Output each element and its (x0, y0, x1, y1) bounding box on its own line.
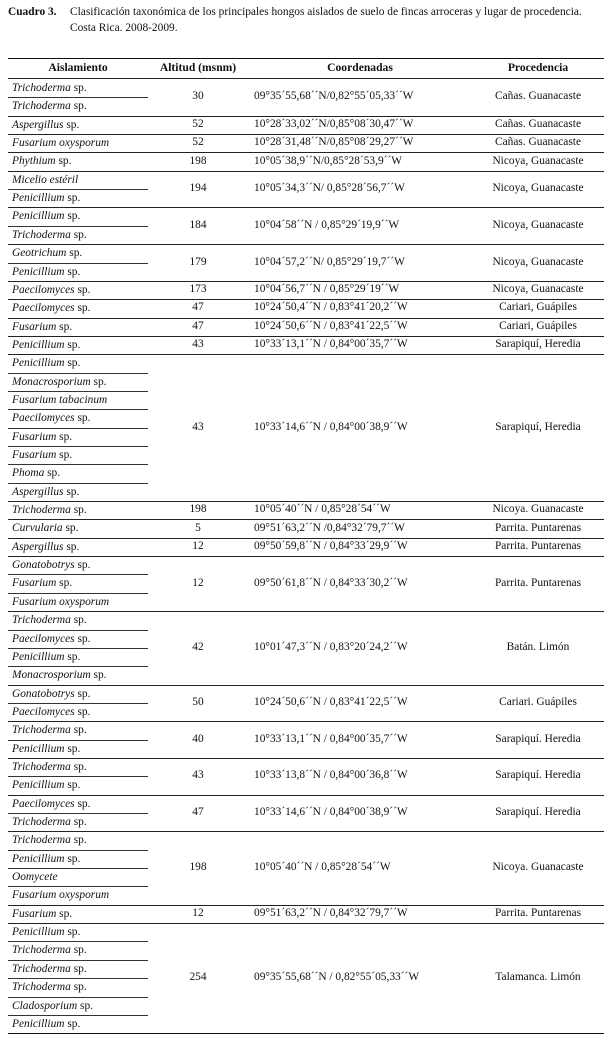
isolate-name (12, 318, 72, 336)
isolate-suffix: sp. (74, 687, 91, 700)
isolate-genus: Monacrosporium (12, 375, 91, 388)
isolate-name (12, 997, 93, 1015)
isolate-suffix: sp. (70, 614, 87, 627)
altitud-cell: 52 (192, 117, 204, 130)
altitud-cell: 30 (192, 90, 204, 103)
isolate-name (12, 538, 79, 556)
isolate-suffix: sp. (66, 247, 83, 260)
isolate-genus: Paecilomyces (12, 283, 75, 296)
isolate-genus: Micelio estéril (12, 173, 79, 186)
isolate-suffix: sp. (70, 100, 87, 113)
coordenadas-cell: 10°04´58´´N / 0,85°29´19,9´´W (254, 218, 400, 231)
isolate-name (12, 776, 80, 794)
procedencia-cell: Cañas. Guanacaste (494, 117, 582, 130)
isolate-name (12, 556, 90, 574)
procedencia-cell: Talamanca. Limón (495, 971, 581, 984)
isolate-genus: Trichoderma (12, 834, 71, 847)
procedencia-cell: Cañas. Guanacaste (494, 90, 582, 103)
group-rule (8, 923, 604, 924)
isolate-name (12, 941, 87, 959)
procedencia-cell: Parrita. Puntarenas (494, 539, 582, 552)
isolate-genus: Aspergillus (12, 540, 64, 553)
isolate-suffix: sp. (56, 907, 73, 920)
isolate-name (12, 299, 90, 317)
procedencia-cell: Batán. Limón (506, 640, 570, 653)
isolate-suffix: sp. (70, 82, 87, 94)
altitud-cell: 12 (192, 539, 204, 552)
isolate-name (12, 116, 79, 134)
isolate-suffix: sp. (74, 797, 91, 810)
isolate-name (12, 281, 90, 299)
isolate-suffix: sp. (64, 650, 81, 663)
isolate-suffix: sp. (64, 926, 81, 939)
isolate-genus: Curvularia (12, 522, 63, 535)
isolate-suffix: sp. (56, 449, 73, 461)
isolate-name (12, 79, 87, 97)
isolate-name (12, 923, 80, 941)
isolate-suffix: sp. (74, 283, 91, 296)
group-rule (8, 831, 604, 832)
coordenadas-cell: 09°50´59,8´´N / 0,84°33´29,9´´W (254, 539, 408, 552)
coordenadas-cell: 10°24´50,4´´N / 0,83°41´20,2´´W (254, 301, 408, 314)
coordenadas-cell: 09°50´61,8´´N / 0,84°33´30,2´´W (254, 576, 408, 589)
isolate-suffix: sp. (77, 999, 94, 1012)
altitud-cell: 198 (189, 503, 207, 516)
isolate-name (12, 978, 87, 996)
group-rule (8, 336, 604, 337)
table-caption (8, 4, 604, 36)
isolate-suffix: sp. (70, 962, 87, 975)
isolate-genus: Penicillium (12, 926, 65, 939)
procedencia-cell: Cariari. Guápiles (499, 695, 577, 708)
group-rule (8, 501, 604, 502)
isolate-genus: Trichoderma (12, 614, 71, 627)
altitud-cell: 12 (192, 906, 204, 919)
header-bottom-rule (8, 78, 604, 79)
altitud-cell: 254 (189, 971, 207, 984)
procedencia-cell: Nicoya, Guanacaste (492, 218, 584, 231)
coordenadas-cell: 09°35´55,68´´N/0,82°55´05,33´´W (254, 90, 414, 103)
procedencia-cell: Cariari, Guápiles (499, 319, 577, 332)
isolate-genus: Gonatobotrys (12, 687, 75, 700)
altitud-cell: 179 (189, 255, 207, 268)
altitud-cell: 12 (192, 576, 204, 589)
isolate-genus: Paecilomyces (12, 632, 75, 645)
isolate-suffix: sp. (56, 430, 73, 443)
isolate-genus: Monacrosporium (12, 669, 91, 682)
isolate-name (12, 134, 109, 152)
coordenadas-cell: 09°51´63,2´´N / 0,84°32´79,7´´W (254, 906, 408, 919)
isolate-genus: Penicillium (12, 742, 65, 755)
isolate-suffix: sp. (64, 779, 81, 792)
procedencia-cell: Nicoya. Guanacaste (492, 861, 584, 874)
isolate-suffix: sp. (74, 302, 91, 315)
isolate-suffix: sp. (74, 559, 91, 572)
altitud-cell: 52 (192, 136, 204, 149)
isolate-name (12, 152, 71, 170)
isolate-name (12, 428, 72, 446)
isolate-name (12, 630, 90, 648)
isolate-name (12, 207, 80, 225)
group-rule (8, 538, 604, 539)
group-rule (8, 244, 604, 245)
isolate-name (12, 226, 87, 244)
isolate-genus: Penicillium (12, 779, 65, 792)
isolate-name (12, 519, 78, 537)
coordenadas-cell: 10°05´38,9´´N/0,85°28´53,9´´W (254, 154, 402, 167)
procedencia-cell: Sarapiquí, Heredia (495, 338, 581, 351)
isolate-name (12, 740, 80, 758)
group-rule (8, 519, 604, 520)
isolate-genus: Phythium (12, 155, 56, 168)
coordenadas-cell: 10°33´14,6´´N / 0,84°00´38,9´´W (254, 806, 408, 818)
isolate-name (12, 336, 80, 354)
group-rule (8, 611, 604, 612)
isolate-name (12, 244, 82, 262)
group-rule (8, 207, 604, 208)
isolate-genus: Paecilomyces (12, 705, 75, 718)
isolate-genus: Fusarium (12, 577, 57, 590)
header-altitud: Altitud (msnm) (159, 61, 237, 74)
isolate-genus: Aspergillus (12, 118, 64, 131)
altitud-cell: 42 (192, 640, 204, 653)
altitud-cell: 194 (189, 182, 207, 195)
isolate-genus: Penicillium (12, 265, 65, 278)
isolate-genus: Fusarium oxysporum (12, 595, 110, 608)
altitud-cell: 40 (192, 732, 204, 745)
isolate-suffix: sp. (44, 467, 61, 480)
isolate-name (12, 354, 80, 372)
isolate-suffix: sp. (70, 944, 87, 957)
isolate-suffix: sp. (70, 504, 87, 517)
group-rule (8, 685, 604, 686)
isolate-name (12, 813, 87, 831)
isolate-suffix: sp. (62, 522, 79, 535)
isolate-suffix: sp. (90, 375, 107, 388)
coordenadas-cell: 10°33´13,1´´N / 0,84°00´35,7´´W (254, 732, 408, 745)
procedencia-cell: Cariari, Guápiles (499, 301, 577, 314)
altitud-cell: 47 (192, 301, 204, 314)
isolate-suffix: sp. (74, 412, 91, 425)
isolate-genus: Trichoderma (12, 724, 71, 737)
isolate-genus: Trichoderma (12, 100, 71, 113)
altitud-cell: 198 (189, 154, 207, 167)
isolate-genus: Trichoderma (12, 228, 71, 241)
isolate-genus: Fusarium (12, 320, 57, 333)
procedencia-cell: Nicoya, Guanacaste (492, 255, 584, 268)
isolate-name (12, 886, 109, 904)
isolate-genus: Trichoderma (12, 816, 71, 828)
isolate-name (12, 483, 79, 501)
altitud-cell: 5 (195, 521, 201, 534)
group-rule (8, 905, 604, 906)
caption-text: Clasificación taxonómica de los principales hongos aislados de suelo de fincas arroceras y lugar de procedencia. Costa Rica. 2008-2009. (70, 6, 582, 34)
group-rule (8, 299, 604, 300)
altitud-cell: 184 (189, 218, 207, 231)
isolate-name (12, 1015, 80, 1033)
coordenadas-cell: 10°04´57,2´´N/ 0,85°29´19,7´´W (254, 255, 405, 268)
isolate-genus: Cladosporium (12, 999, 78, 1012)
isolate-genus: Geotrichum (12, 247, 67, 260)
isolate-suffix: sp. (64, 338, 81, 351)
isolate-genus: Oomycete (12, 871, 58, 884)
coordenadas-cell: 10°33´13,8´´N / 0,84°00´36,8´´W (254, 769, 408, 782)
altitud-cell: 50 (192, 695, 204, 708)
isolate-genus: Aspergillus (12, 485, 64, 498)
isolate-name (12, 905, 72, 923)
isolate-name (12, 685, 90, 703)
isolate-name (12, 501, 87, 519)
coordenadas-cell: 10°05´34,3´´N/ 0,85°28´56,7´´W (254, 182, 405, 195)
group-rule (8, 116, 604, 117)
isolate-genus: Fusarium (12, 430, 57, 443)
isolate-genus: Penicillium (12, 338, 65, 351)
isolate-suffix: sp. (63, 118, 80, 131)
isolate-genus: Paecilomyces (12, 412, 75, 425)
coordenadas-cell: 10°01´47,3´´N / 0,83°20´24,2´´W (254, 640, 408, 653)
altitud-cell: 43 (192, 338, 204, 351)
isolate-name (12, 593, 109, 611)
procedencia-cell: Sarapiquí. Heredia (495, 769, 581, 782)
altitud-cell: 43 (192, 769, 204, 782)
isolate-suffix: sp. (64, 1017, 81, 1030)
procedencia-cell: Sarapiquí. Heredia (495, 732, 581, 745)
isolate-suffix: sp. (70, 724, 87, 737)
coordenadas-cell: 10°33´14,6´´N / 0,84°00´38,9´´W (254, 420, 408, 433)
isolate-name (12, 868, 58, 886)
altitud-cell: 47 (192, 806, 204, 818)
isolate-genus: Trichoderma (12, 981, 71, 994)
isolate-genus: Trichoderma (12, 760, 71, 773)
procedencia-cell: Nicoya, Guanacaste (492, 283, 584, 296)
group-rule (8, 354, 604, 355)
isolate-genus: Trichoderma (12, 962, 71, 975)
isolate-name (12, 795, 90, 813)
isolate-name (12, 850, 80, 868)
isolate-name (12, 409, 90, 427)
coordenadas-cell: 10°24´50,6´´N / 0,83°41´22,5´´W (254, 695, 408, 708)
isolate-genus: Fusarium oxysporum (12, 137, 110, 150)
isolate-name (12, 574, 72, 592)
procedencia-cell: Sarapiquí, Heredia (495, 420, 581, 433)
caption-number: Cuadro 3. (8, 6, 57, 18)
isolate-genus: Trichoderma (12, 944, 71, 957)
isolate-name (12, 373, 107, 391)
altitud-cell: 198 (189, 861, 207, 874)
group-rule (8, 556, 604, 557)
isolate-genus: Penicillium (12, 852, 65, 865)
isolate-suffix: sp. (63, 485, 80, 498)
isolate-genus: Penicillium (12, 357, 65, 370)
coordenadas-cell: 10°28´33,02´´N/0,85°08´30,47´´W (254, 117, 414, 130)
procedencia-cell: Cañas. Guanacaste (494, 136, 582, 149)
isolate-name (12, 648, 80, 666)
procedencia-cell: Nicoya. Guanacaste (492, 503, 584, 516)
procedencia-cell: Parrita. Puntarenas (494, 576, 582, 589)
group-rule (8, 318, 604, 319)
isolate-name (12, 446, 72, 464)
isolate-suffix: sp. (64, 357, 81, 370)
isolate-suffix: sp. (64, 742, 81, 755)
isolate-name (12, 703, 90, 721)
isolate-name (12, 666, 107, 684)
isolate-name (12, 171, 78, 189)
isolate-genus: Penicillium (12, 1017, 65, 1030)
isolate-genus: Paecilomyces (12, 797, 75, 810)
isolate-genus: Fusarium (12, 449, 57, 461)
isolate-suffix: sp. (64, 192, 81, 205)
header-procedencia: Procedencia (507, 61, 569, 74)
isolate-name (12, 97, 87, 115)
isolate-suffix: sp. (70, 760, 87, 773)
isolate-genus: Paecilomyces (12, 302, 75, 315)
coordenadas-cell: 10°05´40´´N / 0,85°28´54´´W (254, 861, 391, 874)
isolate-name (12, 611, 87, 629)
group-rule (8, 1033, 604, 1034)
isolate-name (12, 464, 60, 482)
isolate-suffix: sp. (56, 320, 73, 333)
group-rule (8, 721, 604, 722)
isolate-genus: Fusarium (12, 907, 57, 920)
isolate-name (12, 721, 87, 739)
altitud-cell: 173 (189, 283, 207, 296)
isolate-name (12, 391, 107, 409)
coordenadas-cell: 10°24´50,6´´N / 0,83°41´22,5´´W (254, 319, 408, 332)
header-aislamiento: Aislamiento (48, 61, 108, 74)
coordenadas-cell: 10°28´31,48´´N/0,85°08´29,27´´W (254, 136, 414, 149)
isolate-genus: Trichoderma (12, 82, 71, 94)
isolate-suffix: sp. (64, 265, 81, 278)
isolate-suffix: sp. (70, 834, 87, 847)
group-rule (8, 281, 604, 282)
isolate-suffix: sp. (55, 155, 72, 168)
isolate-suffix: sp. (56, 577, 73, 590)
isolate-suffix: sp. (70, 228, 87, 241)
altitud-cell: 47 (192, 319, 204, 332)
procedencia-cell: Parrita. Puntarenas (494, 906, 582, 919)
procedencia-cell: Nicoya, Guanacaste (492, 182, 584, 195)
isolate-suffix: sp. (63, 540, 80, 553)
group-rule (8, 795, 604, 796)
isolate-suffix: sp. (74, 705, 91, 718)
isolate-name (12, 758, 87, 776)
coordenadas-cell: 09°51´63,2´´N /0,84°32´79,7´´W (254, 521, 405, 534)
isolate-name (12, 831, 87, 849)
isolate-genus: Penicillium (12, 650, 65, 663)
isolate-suffix: sp. (70, 816, 87, 828)
isolate-suffix: sp. (90, 669, 107, 682)
isolate-genus: Penicillium (12, 192, 65, 205)
group-rule (8, 171, 604, 172)
isolate-genus: Trichoderma (12, 504, 71, 517)
isolate-name (12, 263, 80, 281)
group-rule (8, 152, 604, 153)
altitud-cell: 43 (192, 420, 204, 433)
isolate-suffix: sp. (64, 852, 81, 865)
procedencia-cell: Nicoya, Guanacaste (492, 154, 584, 167)
isolate-genus: Gonatobotrys (12, 559, 75, 572)
isolate-genus: Fusarium tabacinum (12, 393, 108, 406)
isolate-genus: Phoma (12, 467, 45, 480)
isolate-name (12, 960, 87, 978)
coordenadas-cell: 10°04´56,7´´N / 0,85°29´19´´W (254, 283, 400, 296)
isolate-genus: Penicillium (12, 210, 65, 223)
coordenadas-cell: 10°33´13,1´´N / 0,84°00´35,7´´W (254, 338, 408, 351)
procedencia-cell: Parrita. Puntarenas (494, 521, 582, 534)
group-rule (8, 758, 604, 759)
isolate-suffix: sp. (70, 981, 87, 994)
coordenadas-cell: 10°05´40´´N / 0,85°28´54´´W (254, 503, 391, 516)
isolate-suffix: sp. (64, 210, 81, 223)
isolate-genus: Fusarium oxysporum (12, 889, 110, 902)
procedencia-cell: Sarapiquí. Heredia (495, 806, 581, 818)
header-coordenadas: Coordenadas (327, 61, 393, 74)
isolate-suffix: sp. (74, 632, 91, 645)
coordenadas-cell: 09°35´55,68´´N / 0,82°55´05,33´´W (254, 971, 420, 984)
isolate-name (12, 189, 80, 207)
